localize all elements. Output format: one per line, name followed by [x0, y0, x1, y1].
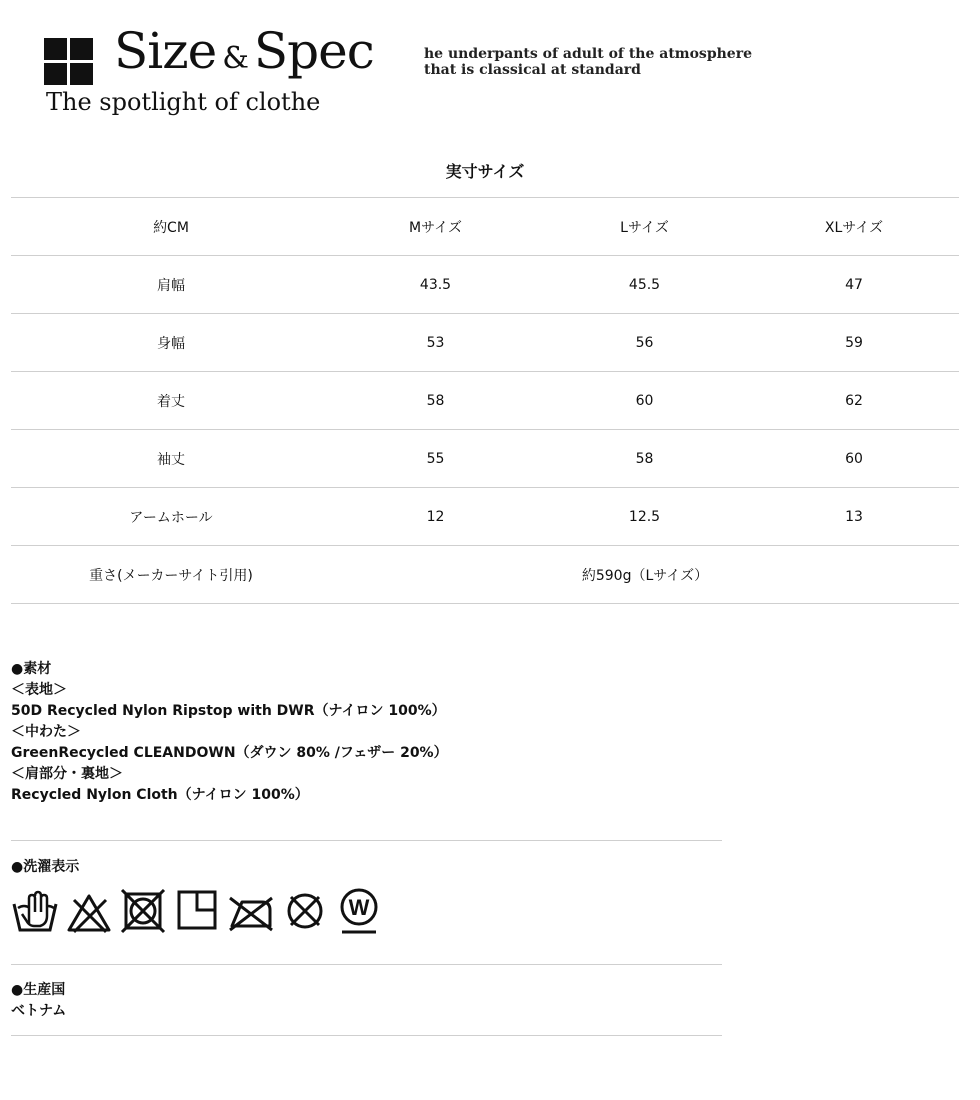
table-cell: 60 [540, 372, 749, 430]
no-dry-clean-icon [282, 886, 328, 936]
material-line: ＜中わた＞ [11, 724, 81, 740]
brand-tagline [424, 46, 752, 78]
column-header: Mサイズ [331, 198, 540, 256]
logo-square [70, 38, 93, 60]
table-cell: 59 [749, 314, 959, 372]
table-cell: 58 [540, 430, 749, 488]
table-cell: 58 [331, 372, 540, 430]
weight-row [11, 546, 959, 604]
wet-clean-icon [336, 886, 382, 936]
no-tumble-dry-icon [120, 886, 166, 936]
material-line: ＜肩部分・裏地＞ [11, 766, 123, 782]
section-divider [11, 840, 722, 841]
row-label: 肩幅 [11, 256, 331, 314]
table-cell: 47 [749, 256, 959, 314]
table-row [11, 430, 959, 488]
table-row [11, 488, 959, 546]
brand-title-tail: Spec [253, 22, 374, 80]
logo-square [44, 63, 67, 85]
section-divider [11, 964, 722, 965]
brand-subtitle: The spotlight of clothe [46, 88, 321, 116]
table-row [11, 372, 959, 430]
brand-title [114, 22, 374, 80]
column-header: Lサイズ [540, 198, 749, 256]
origin-value: ベトナム [11, 1003, 67, 1019]
table-row [11, 314, 959, 372]
wet-clean-letter: W [348, 895, 370, 920]
no-iron-icon [228, 886, 274, 936]
table-cell: 56 [540, 314, 749, 372]
line-dry-icon [174, 886, 220, 936]
origin-heading: ●生産国 [11, 982, 66, 998]
section-divider [11, 1035, 722, 1036]
material-section [11, 659, 448, 806]
material-line: 50D Recycled Nylon Ripstop with DWR（ナイロン 100%） [11, 703, 446, 719]
logo-mark [44, 38, 93, 85]
hand-wash-icon [12, 886, 58, 936]
brand-title-main: Size [114, 22, 217, 80]
row-label: 着丈 [11, 372, 331, 430]
weight-value: 約590g（Lサイズ） [331, 546, 959, 604]
table-cell: 13 [749, 488, 959, 546]
table-cell: 12 [331, 488, 540, 546]
column-header: 約CM [11, 198, 331, 256]
material-line: GreenRecycled CLEANDOWN（ダウン 80% /フェザー 20%） [11, 745, 448, 761]
care-heading: ●洗濯表示 [11, 859, 80, 875]
table-cell: 12.5 [540, 488, 749, 546]
row-label: 身幅 [11, 314, 331, 372]
table-cell: 55 [331, 430, 540, 488]
material-heading: ●素材 [11, 661, 52, 677]
table-cell: 53 [331, 314, 540, 372]
row-label: 袖丈 [11, 430, 331, 488]
table-cell: 60 [749, 430, 959, 488]
size-table-caption: 実寸サイズ [445, 162, 525, 181]
table-cell: 45.5 [540, 256, 749, 314]
table-row [11, 256, 959, 314]
tagline-line-1: he underpants of adult of the atmosphere [424, 46, 752, 62]
weight-label: 重さ(メーカーサイト引用) [11, 546, 331, 604]
logo-square [44, 38, 67, 60]
logo-square [70, 63, 93, 85]
column-header: XLサイズ [749, 198, 959, 256]
brand-title-amp: & [222, 41, 248, 76]
table-cell: 62 [749, 372, 959, 430]
material-line: Recycled Nylon Cloth（ナイロン 100%） [11, 787, 309, 803]
size-table [11, 197, 959, 604]
table-header-row [11, 198, 959, 256]
origin-section [11, 980, 66, 1022]
material-line: ＜表地＞ [11, 682, 67, 698]
tagline-line-2: that is classical at standard [424, 62, 641, 78]
no-bleach-icon [66, 886, 112, 936]
care-icons [12, 886, 390, 936]
row-label: アームホール [11, 488, 331, 546]
table-cell: 43.5 [331, 256, 540, 314]
